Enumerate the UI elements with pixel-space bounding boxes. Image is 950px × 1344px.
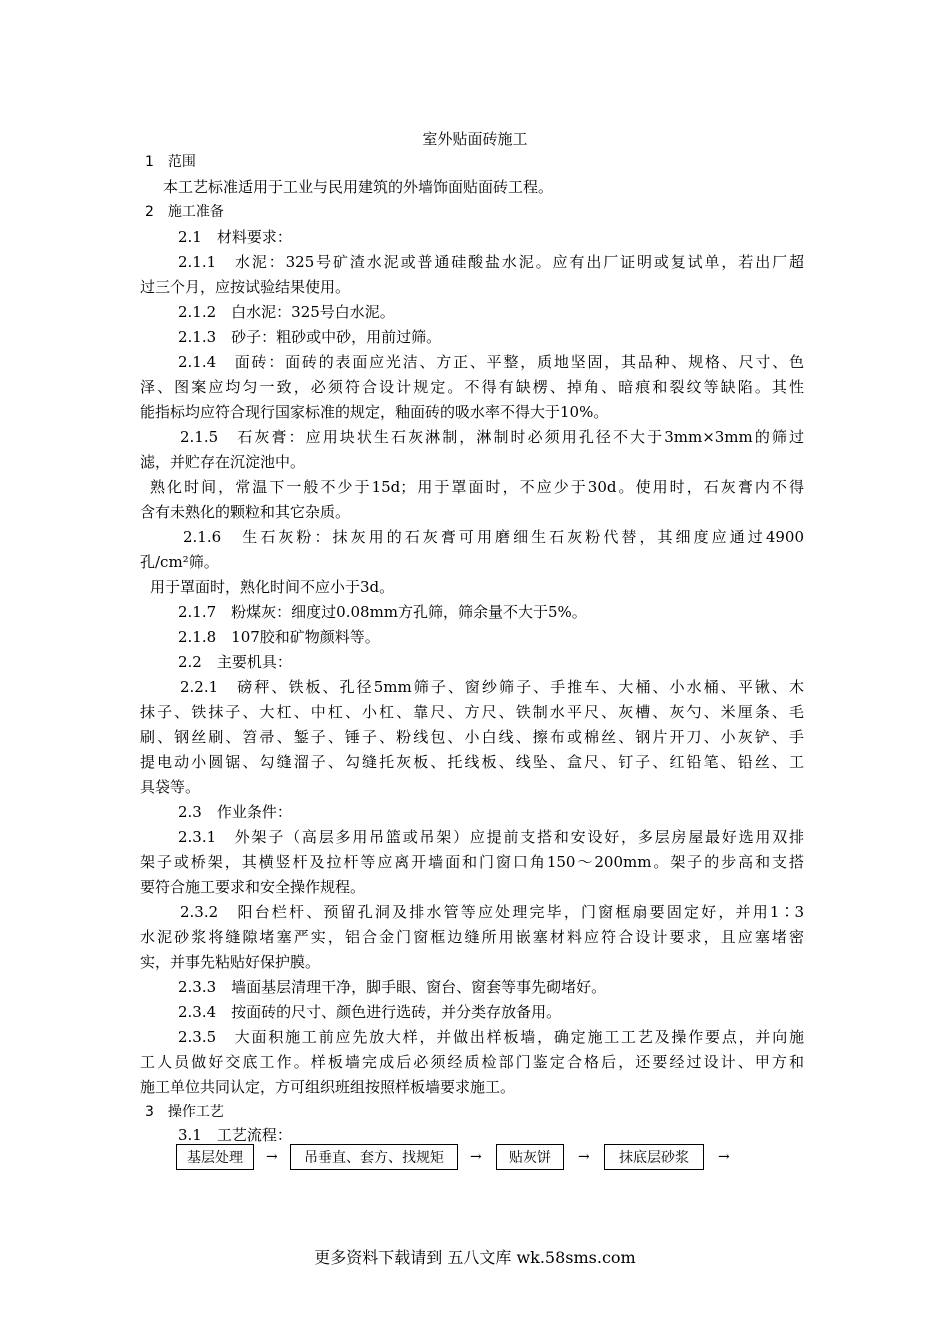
paragraph-line: 2.1.5 石灰膏：应用块状生石灰淋制，淋制时必须用孔径不大于3mm×3mm的筛过 (180, 428, 804, 446)
paragraph-line: 要符合施工要求和安全操作规程。 (140, 878, 366, 896)
paragraph-line: 能指标均应符合现行国家标准的规定，釉面砖的吸水率不得大于10%。 (140, 403, 609, 421)
subsection-heading: 2.2 主要机具： (178, 653, 292, 671)
paragraph-line: 2.1.3 砂子：粗砂或中砂，用前过筛。 (178, 328, 442, 346)
paragraph-line: 提电动小圆锯、勾缝溜子、勾缝托灰板、托线板、线坠、盒尺、钉子、红铅笔、铅丝、工 (140, 753, 804, 771)
paragraph-line: 2.3.4 按面砖的尺寸、颜色进行选砖，并分类存放备用。 (178, 1003, 562, 1021)
section-heading-1: 1 范围 (145, 154, 196, 170)
section-heading-3: 3 操作工艺 (145, 1104, 224, 1120)
paragraph-line: 熟化时间，常温下一般不少于15d；用于罩面时，不应少于30d。使用时，石灰膏内不得 (150, 478, 804, 496)
flow-step: 吊垂直、套方、找规矩 (290, 1144, 458, 1170)
paragraph-line: 用于罩面时，熟化时间不应小于3d。 (150, 578, 395, 596)
paragraph-line: 刷、钢丝刷、笤帚、錾子、锤子、粉线包、小白线、擦布或棉丝、钢片开刀、小灰铲、手 (140, 728, 804, 746)
paragraph-line: 实，并事先粘贴好保护膜。 (140, 953, 321, 971)
paragraph-line: 过三个月，应按试验结果使用。 (140, 278, 351, 296)
paragraph-line: 水泥砂浆将缝隙堵塞严实，铝合金门窗框边缝所用嵌塞材料应符合设计要求，且应塞堵密 (140, 928, 804, 946)
paragraph-line: 含有未熟化的颗粒和其它杂质。 (140, 503, 351, 521)
document-title: 室外贴面砖施工 (422, 130, 528, 148)
paragraph-line: 本工艺标准适用于工业与民用建筑的外墙饰面贴面砖工程。 (163, 178, 554, 196)
arrow-icon: → (718, 1149, 730, 1165)
paragraph-line: 2.3.5 大面积施工前应先放大样，并做出样板墙，确定施工工艺及操作要点，并向施 (178, 1028, 804, 1046)
arrow-icon: → (578, 1149, 590, 1165)
paragraph-line: 2.2.1 磅秤、铁板、孔径5mm筛子、窗纱筛子、手推车、大桶、小水桶、平锹、木 (180, 678, 804, 696)
paragraph-line: 2.3.1 外架子（高层多用吊篮或吊架）应提前支搭和安设好，多层房屋最好选用双排 (178, 828, 804, 846)
flow-step: 贴灰饼 (496, 1144, 564, 1170)
flow-step: 抹底层砂浆 (604, 1144, 704, 1170)
subsection-heading: 2.1 材料要求： (178, 228, 292, 246)
flow-step: 基层处理 (176, 1144, 254, 1170)
subsection-heading: 3.1 工艺流程： (178, 1126, 292, 1144)
section-heading-2: 2 施工准备 (145, 204, 224, 220)
paragraph-line: 抹子、铁抹子、大杠、中杠、小杠、靠尺、方尺、铁制水平尺、灰槽、灰勺、米厘条、毛 (140, 703, 804, 721)
paragraph-line: 2.1.4 面砖：面砖的表面应光洁、方正、平整，质地坚固，其品种、规格、尺寸、色 (178, 353, 804, 371)
arrow-icon: → (266, 1149, 278, 1165)
paragraph-line: 2.1.6 生石灰粉：抹灰用的石灰膏可用磨细生石灰粉代替，其细度应通过4900 (183, 528, 804, 546)
paragraph-line: 2.1.2 白水泥：325号白水泥。 (178, 303, 395, 321)
paragraph-line: 工人员做好交底工作。样板墙完成后必须经质检部门鉴定合格后，还要经过设计、甲方和 (140, 1053, 804, 1071)
paragraph-line: 2.1.1 水泥：325号矿渣水泥或普通硅酸盐水泥。应有出厂证明或复试单，若出厂超 (178, 253, 804, 271)
paragraph-line: 2.3.2 阳台栏杆、预留孔洞及排水管等应处理完毕，门窗框扇要固定好，并用1∶3 (180, 903, 804, 921)
paragraph-line: 孔/cm²筛。 (140, 553, 219, 571)
paragraph-line: 施工单位共同认定，方可组织班组按照样板墙要求施工。 (140, 1078, 516, 1096)
paragraph-line: 具袋等。 (140, 778, 201, 796)
paragraph-line: 2.1.8 107胶和矿物颜料等。 (178, 628, 380, 646)
footer-link[interactable]: 更多资料下载请到 五八文库 wk.58sms.com (314, 1248, 636, 1267)
paragraph-line: 架子或桥架，其横竖杆及拉杆等应离开墙面和门窗口角150～200mm。架子的步高和支搭 (140, 853, 804, 871)
paragraph-line: 2.1.7 粉煤灰：细度过0.08mm方孔筛，筛余量不大于5%。 (178, 603, 587, 621)
paragraph-line: 泽、图案应均匀一致，必须符合设计规定。不得有缺楞、掉角、暗痕和裂纹等缺陷。其性 (140, 378, 804, 396)
paragraph-line: 滤，并贮存在沉淀池中。 (140, 453, 306, 471)
arrow-icon: → (470, 1149, 482, 1165)
paragraph-line: 2.3.3 墙面基层清理干净，脚手眼、窗台、窗套等事先砌堵好。 (178, 978, 607, 996)
subsection-heading: 2.3 作业条件： (178, 803, 292, 821)
